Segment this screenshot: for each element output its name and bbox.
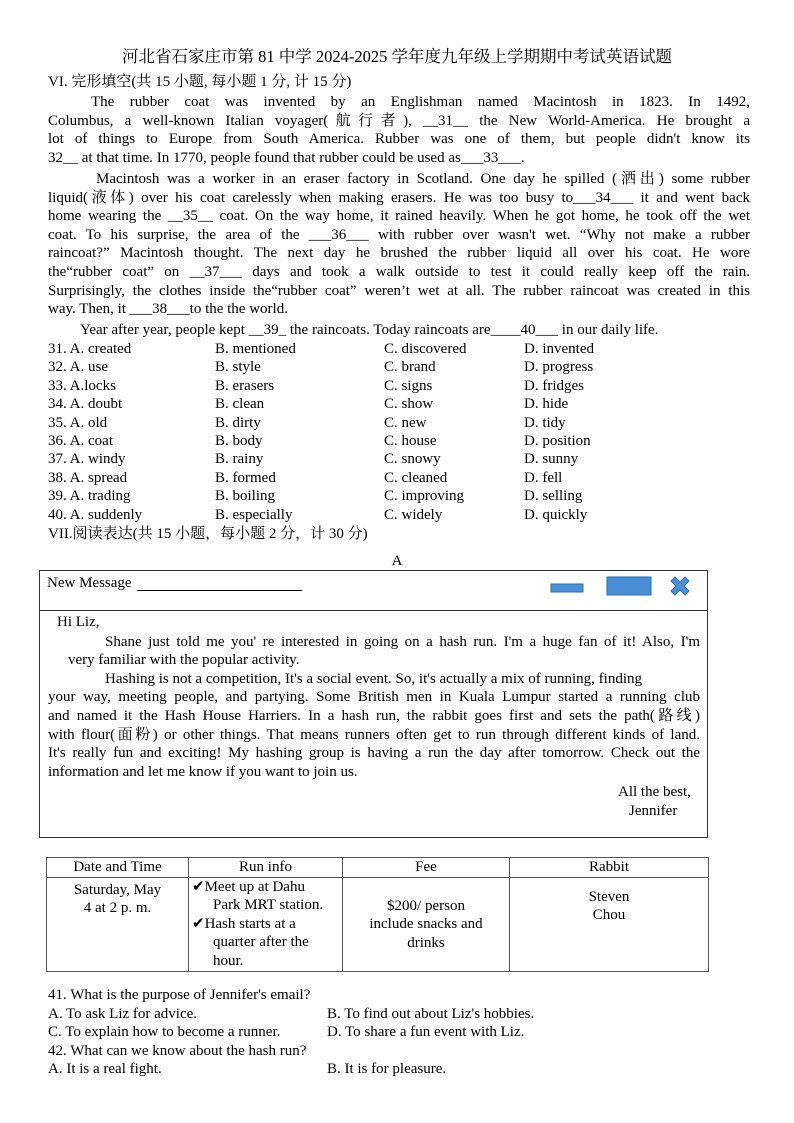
- questions: [48, 986, 748, 1079]
- option-b: B. dirty: [215, 414, 261, 431]
- question-text: 41. What is the purpose of Jennifer's email?: [48, 987, 311, 1003]
- option-c: C. show: [384, 396, 434, 413]
- text-line: and named it the Hash House Harriers. In a hash run, the rabbit goes first and sets the path(路线): [48, 707, 700, 724]
- table-header-row: [47, 858, 709, 878]
- minimize-icon[interactable]: [550, 579, 584, 597]
- column-header: Fee: [343, 858, 510, 878]
- question-42: [48, 1042, 748, 1061]
- option-c: C. snowy: [384, 451, 441, 468]
- rabbit-line: Steven: [588, 888, 630, 905]
- option-b: B. To find out about Liz's hobbies.: [327, 1005, 535, 1022]
- run-info-cell: [189, 877, 343, 971]
- text-line: with flour(面粉) or other things. That means runners often get to run through different kinds of land.: [48, 726, 700, 743]
- run-info-line: hour.: [213, 952, 244, 969]
- option-b: B. clean: [215, 396, 265, 413]
- date-line: 4 at 2 p. m.: [83, 900, 152, 917]
- option-b: B. body: [215, 432, 263, 449]
- option-c: C. house: [384, 432, 437, 449]
- option-b: B. erasers: [215, 377, 275, 394]
- option-row: [48, 432, 750, 450]
- run-info-line: quarter after the: [213, 934, 309, 951]
- run-info-line: ✔Hash starts at a: [192, 915, 296, 932]
- option-d: D. progress: [524, 359, 594, 376]
- option-a: 32. A. use: [48, 359, 108, 376]
- option-c: C. widely: [384, 506, 443, 523]
- option-c: C. discovered: [384, 341, 467, 357]
- option-b: B. It is for pleasure.: [327, 1061, 447, 1078]
- option-a: 39. A. trading: [48, 488, 131, 505]
- option-c: C. new: [384, 414, 427, 431]
- section-label: A: [391, 553, 403, 569]
- option-row: [48, 358, 750, 376]
- maximize-icon[interactable]: [606, 575, 652, 597]
- text-line: lot of things to Europe from South America. Rubber was one of them, but people didn't know its: [48, 131, 750, 148]
- option-row: [48, 487, 750, 505]
- option-b: B. boiling: [215, 488, 276, 505]
- exam-title: 河北省石家庄市第 81 中学 2024-2025 学年度九年级上学期期中考试英语试题: [122, 47, 672, 66]
- option-b: B. rainy: [215, 451, 264, 468]
- text-line: It's really fun and exciting! My hashing group is having a run the day after tomorrow. Check out the: [48, 745, 700, 762]
- option-d: D. position: [524, 432, 591, 449]
- text-line: your way, meeting people, and partying. Some British men in Kuala Lumpur started a running club: [48, 689, 700, 706]
- question-41: [48, 986, 748, 1005]
- option-a: 36. A. coat: [48, 432, 113, 449]
- new-message-label: New Message: [47, 575, 132, 591]
- option-row: [48, 1060, 748, 1079]
- text-line: coat. To his surprise, the area of the ___36___ with rubber over wasn't wet. “Why not make a rubber: [48, 226, 750, 243]
- text-line: Surprisingly, the clothes inside the“rubber coat” weren’t wet at all. The rubber raincoat was created in this: [48, 282, 750, 299]
- option-c: C. To explain how to become a runner.: [48, 1024, 281, 1041]
- text-line: Columbus, a well-known Italian voyager(航行者), __31__ the New World-America. He brought a: [48, 112, 750, 129]
- text-line: liquid(液体) over his coat carelessly when making erasers. He was too busy to___34___ it and went back: [48, 189, 750, 206]
- fee-cell: [343, 877, 510, 971]
- email-body: [48, 613, 700, 781]
- option-a: 34. A. doubt: [48, 396, 123, 413]
- text-line: Hashing is not a competition, It's a social event. So, it's actually a mix of running, finding: [105, 670, 642, 687]
- option-a: A. To ask Liz for advice.: [48, 1005, 198, 1022]
- email-signature: Jennifer: [629, 803, 678, 819]
- option-row: [48, 340, 750, 358]
- fee-line: drinks: [407, 934, 445, 951]
- option-c: C. improving: [384, 488, 465, 505]
- text-line: Shane just told me you' re interested in going on a hash run. I'm a huge fan of it! Also, I'm: [105, 633, 700, 650]
- run-info-line: Park MRT station.: [213, 897, 324, 914]
- option-row: [48, 395, 750, 413]
- option-b: B. mentioned: [215, 341, 296, 357]
- cloze-paragraph-3: Year after year, people kept __39_ the raincoats. Today raincoats are____40___ in our daily life.: [80, 322, 659, 338]
- option-c: C. signs: [384, 377, 433, 394]
- option-row: [48, 377, 750, 395]
- option-b: B. style: [215, 359, 261, 376]
- cloze-options: [48, 340, 750, 524]
- column-header: Rabbit: [510, 858, 709, 878]
- option-d: D. quickly: [524, 506, 588, 523]
- email-closing: All the best,: [618, 784, 691, 800]
- rabbit-cell: [510, 877, 709, 971]
- text-line: Macintosh was a worker in an eraser factory in Scotland. One day he spilled (洒出) some rubber: [96, 171, 750, 187]
- table-row: [47, 877, 709, 971]
- option-row: [48, 1005, 748, 1024]
- option-d: D. sunny: [524, 451, 579, 468]
- text-line: raincoat?” Macintosh thought. The next day he brushed the rubber liquid all over his coat. He wore: [48, 245, 750, 262]
- option-c: C. brand: [384, 359, 436, 376]
- email-greeting: Hi Liz,: [57, 614, 100, 630]
- option-a: 37. A. windy: [48, 451, 126, 468]
- cloze-heading: VI. 完形填空(共 15 小题, 每小题 1 分, 计 15 分): [48, 74, 352, 90]
- run-info-line: ✔Meet up at Dahu: [192, 878, 305, 895]
- option-d: D. fell: [524, 469, 563, 486]
- fee-line: include snacks and: [369, 916, 483, 933]
- rabbit-line: Chou: [592, 907, 626, 924]
- text-line: home wearing the __35__ coat. On the way home, it rained heavily. When he got home, he took off the wet: [48, 208, 750, 225]
- option-d: D. hide: [524, 396, 569, 413]
- option-a: A. It is a real fight.: [48, 1061, 162, 1078]
- subject-line: [137, 590, 302, 591]
- option-d: D. To share a fun event with Liz.: [327, 1024, 525, 1041]
- option-row: [48, 469, 750, 487]
- text-line: The rubber coat was invented by an Englishman named Macintosh in 1823. In 1492,: [91, 94, 750, 110]
- option-a: 40. A. suddenly: [48, 506, 143, 523]
- option-row: [48, 450, 750, 468]
- option-row: [48, 506, 750, 524]
- option-d: D. selling: [524, 488, 583, 505]
- fee-line: $200/ person: [387, 897, 465, 914]
- reading-heading: VII.阅读表达(共 15 小题，每小题 2 分，计 30 分): [48, 526, 368, 542]
- option-row: [48, 414, 750, 432]
- option-b: B. especially: [215, 506, 293, 523]
- close-icon[interactable]: [668, 574, 692, 598]
- text-line: information and let me know if you want to join us.: [48, 763, 358, 780]
- option-d: D. invented: [524, 341, 594, 357]
- option-a: 33. A.locks: [48, 377, 116, 394]
- option-a: 35. A. old: [48, 414, 108, 431]
- text-line: 32__ at that time. In 1770, people found that rubber could be used as___33___.: [48, 149, 525, 166]
- option-d: D. fridges: [524, 377, 584, 394]
- option-a: 31. A. created: [48, 341, 132, 357]
- email-header: [40, 571, 707, 611]
- option-d: D. tidy: [524, 414, 566, 431]
- run-info-table: [46, 857, 709, 972]
- text-line: way. Then, it ___38___to the the world.: [48, 301, 288, 318]
- option-c: C. cleaned: [384, 469, 448, 486]
- column-header: Date and Time: [47, 858, 189, 878]
- email-window: [39, 570, 708, 838]
- text-line: very familiar with the popular activity.: [68, 652, 300, 669]
- cloze-paragraph-2: [48, 170, 750, 319]
- column-header: Run info: [189, 858, 343, 878]
- date-line: Saturday, May: [73, 881, 162, 898]
- text-line: the“rubber coat” on __37___ days and took a walk outside to test it could really keep off the rain.: [48, 263, 750, 280]
- question-text: 42. What can we know about the hash run?: [48, 1042, 307, 1059]
- option-a: 38. A. spread: [48, 469, 128, 486]
- date-cell: [47, 877, 189, 971]
- cloze-paragraph-1: [48, 93, 750, 167]
- option-row: [48, 1023, 748, 1042]
- option-b: B. formed: [215, 469, 276, 486]
